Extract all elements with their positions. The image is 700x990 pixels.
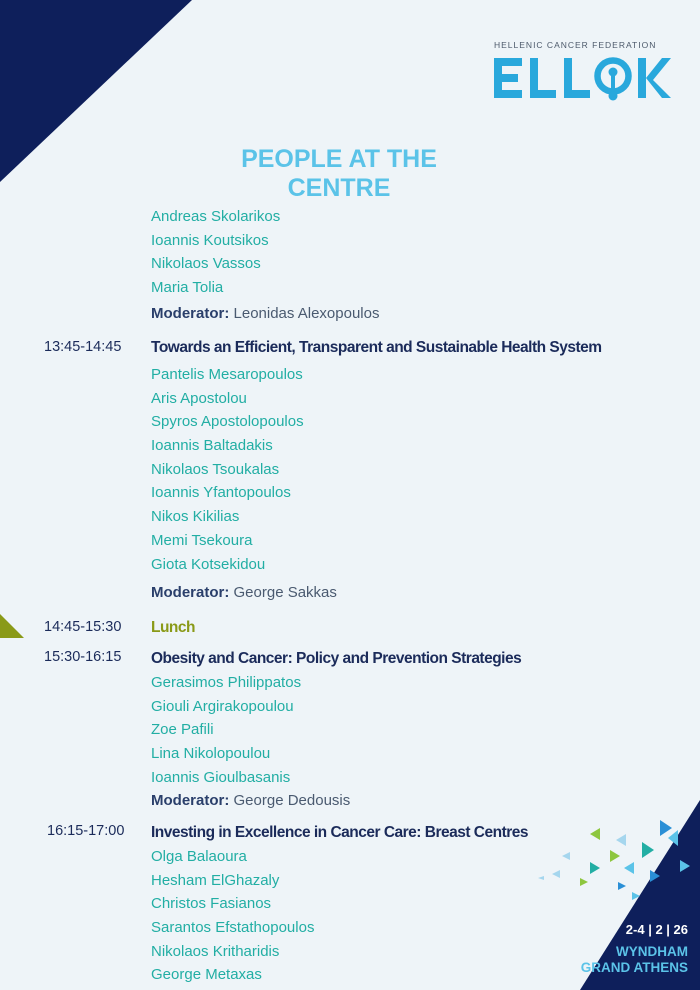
speaker-name: Hesham ElGhazaly — [151, 871, 280, 889]
session-time: 14:45-15:30 — [44, 619, 122, 635]
speaker-name: Christos Fasianos — [151, 895, 272, 913]
speaker-name: Ioannis Baltadakis — [151, 437, 273, 455]
session-speakers-list — [151, 671, 301, 789]
moderator-name: George Sakkas — [233, 584, 337, 601]
session-moderator — [151, 584, 337, 601]
speaker-name: Ioannis Gioulbasanis — [151, 768, 291, 786]
speaker-name: Giouli Argirakopoulou — [151, 697, 294, 715]
speaker-name: Olga Balaoura — [151, 848, 247, 865]
session-speakers-list — [151, 363, 304, 576]
event-dates: 2-4 | 2 | 26 — [625, 922, 688, 937]
speaker-name: Gerasimos Philippatos — [151, 674, 302, 691]
corner-triangle-top-left — [0, 0, 200, 185]
moderator-name: George Dedousis — [233, 792, 351, 809]
intro-moderator — [151, 305, 379, 322]
speaker-name: Pantelis Mesaropoulos — [151, 366, 303, 383]
session-time: 13:45-14:45 — [44, 339, 122, 355]
session-moderator — [151, 792, 350, 809]
session-time: 15:30-16:15 — [44, 649, 122, 665]
session-title: Towards an Efficient, Transparent and Sustainable Health System — [151, 339, 602, 356]
moderator-label: Moderator: — [151, 584, 230, 601]
venue-line-2: GRAND ATHENS — [580, 960, 688, 975]
speaker-name: Nikolaos Kritharidis — [151, 942, 280, 960]
lunch-title: Lunch — [151, 619, 195, 636]
speaker-name: Maria Tolia — [151, 279, 224, 297]
speaker-name: Lina Nikolopoulou — [151, 745, 271, 763]
intro-speakers-list — [151, 205, 280, 300]
moderator-name: Leonidas Alexopoulos — [233, 305, 380, 322]
speaker-name: Giota Kotsekidou — [151, 555, 266, 573]
venue-line-1: WYNDHAM — [616, 944, 688, 959]
speaker-name: Memi Tsekoura — [151, 531, 253, 549]
speaker-name: George Metaxas — [151, 966, 262, 984]
lunch-marker-triangle — [0, 614, 24, 640]
speaker-name: Nikos Kikilias — [151, 508, 240, 526]
speaker-name: Ioannis Yfantopoulos — [151, 484, 291, 502]
speaker-name: Spyros Apostolopoulos — [151, 413, 304, 431]
speaker-name: Nikolaos Vassos — [151, 255, 261, 273]
speaker-name: Andreas Skolarikos — [151, 208, 281, 225]
moderator-label: Moderator: — [151, 792, 230, 809]
session-time: 16:15-17:00 — [47, 823, 125, 839]
speaker-name: Sarantos Efstathopoulos — [151, 919, 315, 937]
speaker-name: Zoe Pafili — [151, 721, 214, 739]
ellok-logo-mark — [492, 54, 672, 104]
ellok-logo — [492, 54, 672, 108]
section-title: PEOPLE AT THE CENTRE — [241, 145, 437, 202]
moderator-label: Moderator: — [151, 305, 230, 322]
speaker-name: Ioannis Koutsikos — [151, 231, 269, 249]
venue — [488, 944, 688, 976]
speaker-name: Aris Apostolou — [151, 389, 247, 407]
organization-name: HELLENIC CANCER FEDERATION — [494, 40, 657, 50]
speaker-name: Nikolaos Tsoukalas — [151, 460, 280, 478]
session-title: Obesity and Cancer: Policy and Prevention Strategies — [151, 650, 522, 667]
session-speakers-list — [151, 845, 314, 987]
session-title: Investing in Excellence in Cancer Care: Breast Centres — [151, 824, 529, 841]
